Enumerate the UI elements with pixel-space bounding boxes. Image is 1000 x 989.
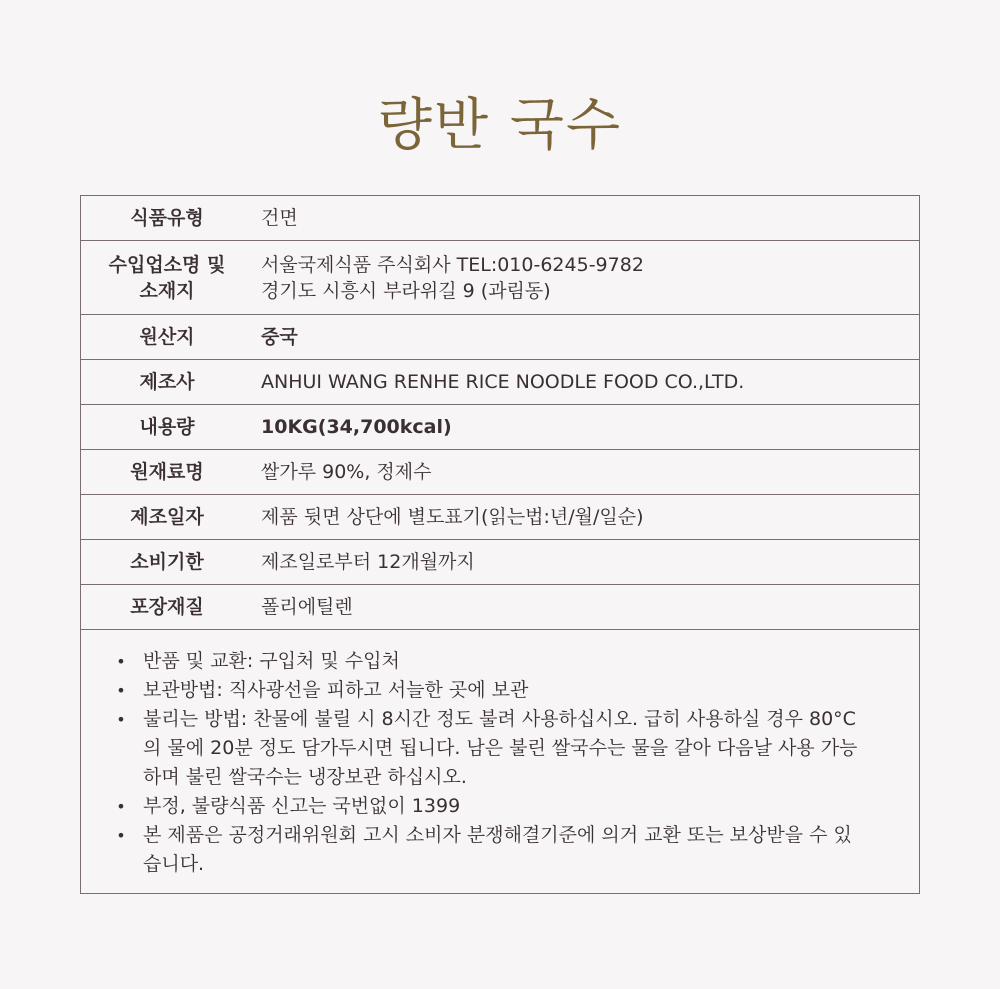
note-text: 부정, 불량식품 신고는 국번없이 1399	[143, 795, 461, 817]
importer-value	[253, 241, 919, 314]
row-origin	[81, 315, 919, 360]
notes-section	[81, 630, 919, 893]
note-returns	[115, 647, 899, 676]
note-report	[115, 792, 899, 821]
packaging-label: 포장재질	[130, 596, 204, 618]
row-ingredients	[81, 450, 919, 495]
row-manufacture-date	[81, 495, 919, 540]
food-type-value: 건면	[261, 207, 298, 229]
note-text-line-1: 본 제품은 공정거래위원회 고시 소비자 분쟁해결기준에 의거 교환 또는 보상받을 수 있	[143, 824, 852, 846]
origin-value: 중국	[261, 326, 298, 348]
manufacture-date-value: 제품 뒷면 상단에 별도표기(읽는법:년/월/일순)	[261, 506, 644, 528]
bullet-icon: •	[116, 826, 126, 845]
row-food-type	[81, 196, 919, 241]
expiry-label: 소비기한	[130, 551, 204, 573]
row-net-content	[81, 405, 919, 450]
note-storage	[115, 676, 899, 705]
note-dispute	[115, 821, 899, 879]
note-soaking	[115, 705, 899, 792]
bullet-icon: •	[116, 681, 126, 700]
note-text-line-2: 습니다.	[143, 853, 205, 875]
manufacturer-label: 제조사	[139, 371, 195, 393]
net-content-label: 내용량	[139, 416, 195, 438]
importer-label-line-1: 수입업소명 및	[108, 253, 226, 276]
row-importer	[81, 241, 919, 315]
note-text-line-1: 불리는 방법: 찬물에 불릴 시 8시간 정도 불려 사용하십시오. 급히 사용하실 경우 80°C	[143, 708, 856, 730]
note-text-line-2: 의 물에 20분 정도 담가두시면 됩니다. 남은 불린 쌀국수는 물을 갈아 다음날 사용 가능	[143, 737, 858, 759]
notes-list	[115, 647, 899, 879]
food-type-label: 식품유형	[130, 207, 204, 229]
manufacture-date-label: 제조일자	[130, 506, 204, 528]
bullet-icon: •	[116, 797, 126, 816]
note-text: 보관방법: 직사광선을 피하고 서늘한 곳에 보관	[143, 679, 529, 701]
manufacturer-value: ANHUI WANG RENHE RICE NOODLE FOOD CO.,LTD.	[261, 371, 745, 393]
row-manufacturer	[81, 360, 919, 405]
expiry-value: 제조일로부터 12개월까지	[261, 551, 475, 573]
importer-address: 경기도 시흥시 부라위길 9 (과림동)	[261, 279, 551, 302]
origin-label: 원산지	[139, 326, 195, 348]
row-packaging	[81, 585, 919, 630]
product-info-table	[80, 195, 920, 894]
net-content-value: 10KG(34,700kcal)	[261, 416, 452, 438]
note-text-line-3: 하며 불린 쌀국수는 냉장보관 하십시오.	[143, 766, 467, 788]
note-text: 반품 및 교환: 구입처 및 수입처	[143, 650, 400, 672]
importer-name-phone: 서울국제식품 주식회사 TEL:010-6245-9782	[261, 253, 644, 276]
importer-label	[81, 241, 253, 314]
bullet-icon: •	[116, 710, 126, 729]
page-title: 량반 국수	[377, 93, 623, 158]
ingredients-label: 원재료명	[130, 461, 204, 483]
row-expiry	[81, 540, 919, 585]
ingredients-value: 쌀가루 90%, 정제수	[261, 461, 432, 483]
importer-label-line-2: 소재지	[139, 279, 195, 302]
packaging-value: 폴리에틸렌	[261, 596, 353, 618]
bullet-icon: •	[116, 652, 126, 671]
